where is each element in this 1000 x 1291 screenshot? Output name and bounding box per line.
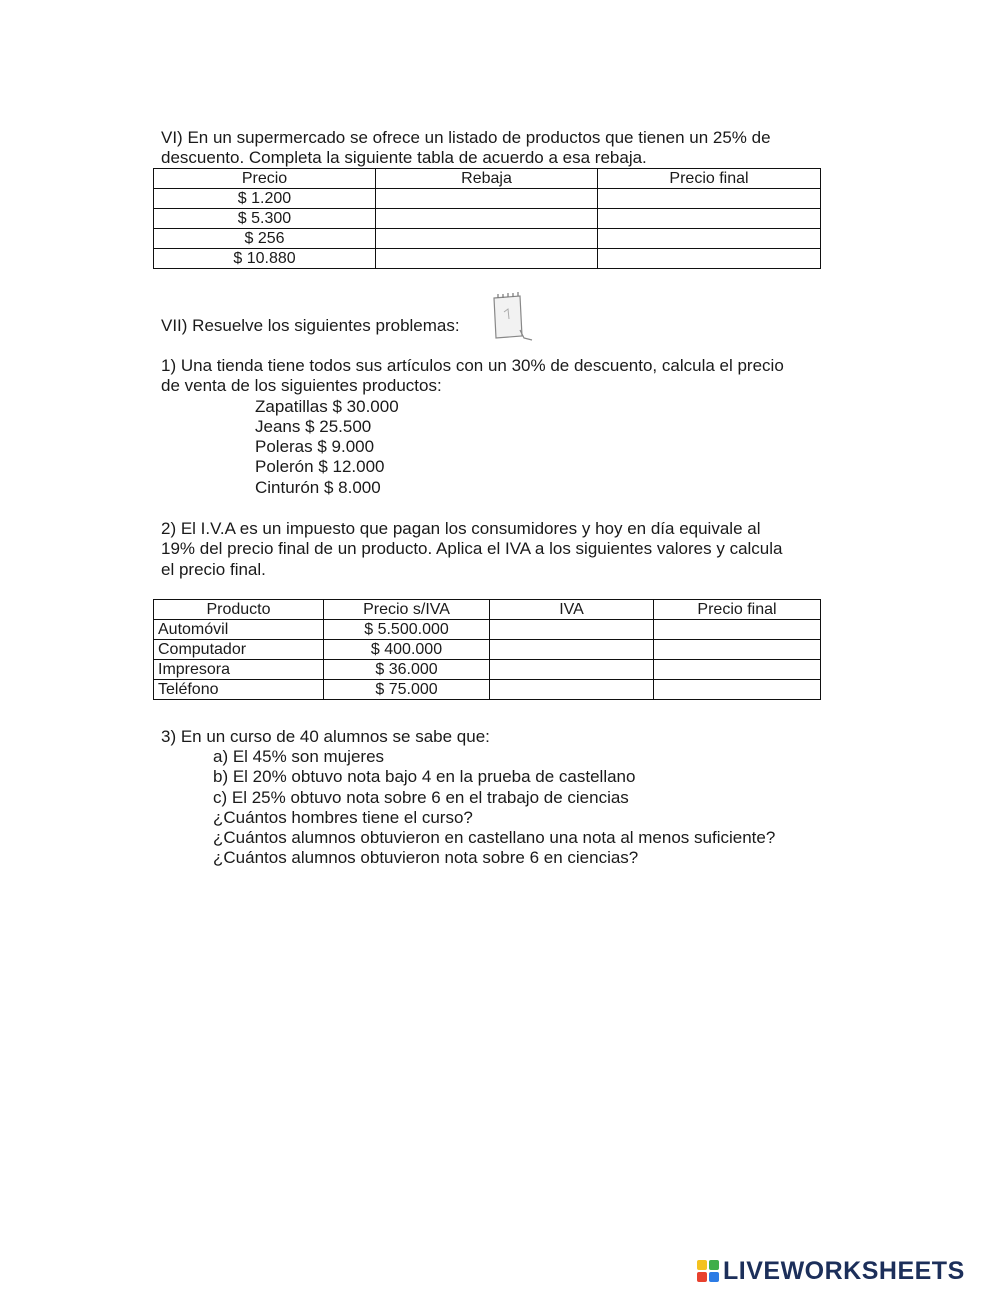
logo-grid-icon xyxy=(697,1260,719,1282)
header-precio-final: Precio final xyxy=(654,600,821,620)
table-row xyxy=(154,209,821,229)
final-price-cell[interactable] xyxy=(598,229,821,249)
header-precio: Precio xyxy=(154,169,376,189)
problem3-item: ¿Cuántos alumnos obtuvieron nota sobre 6 en ciencias? xyxy=(213,848,639,867)
logo-square xyxy=(709,1260,719,1270)
final-price-cell[interactable] xyxy=(598,189,821,209)
header-producto: Producto xyxy=(154,600,324,620)
iva-cell[interactable] xyxy=(490,620,654,640)
section6-intro-line2: descuento. Completa la siguiente tabla de acuerdo a esa rebaja. xyxy=(161,148,647,167)
problem1-line1: 1) Una tienda tiene todos sus artículos con un 30% de descuento, calcula el precio xyxy=(161,356,784,375)
rebaja-cell[interactable] xyxy=(376,189,598,209)
table-row xyxy=(154,229,821,249)
table-row xyxy=(154,189,821,209)
table-header-row xyxy=(154,600,821,620)
problem1-item: Zapatillas $ 30.000 xyxy=(255,397,399,416)
price-cell: $ 400.000 xyxy=(324,640,490,660)
section6-intro-line1: VI) En un supermercado se ofrece un listado de productos que tienen un 25% de xyxy=(161,128,771,147)
price-cell: $ 36.000 xyxy=(324,660,490,680)
iva-cell[interactable] xyxy=(490,640,654,660)
problem1-item: Poleras $ 9.000 xyxy=(255,437,375,456)
problem1-line2: de venta de los siguientes productos: xyxy=(161,376,442,395)
price-cell: $ 5.500.000 xyxy=(324,620,490,640)
problem3-item: a) El 45% son mujeres xyxy=(213,747,385,766)
problem1-item: Cinturón $ 8.000 xyxy=(255,478,381,497)
iva-cell[interactable] xyxy=(490,660,654,680)
final-price-cell[interactable] xyxy=(654,620,821,640)
rebaja-cell[interactable] xyxy=(376,229,598,249)
final-price-cell[interactable] xyxy=(598,249,821,269)
table-row xyxy=(154,620,821,640)
problem1-item: Polerón $ 12.000 xyxy=(255,457,385,476)
header-precio-final: Precio final xyxy=(598,169,821,189)
product-cell: Computador xyxy=(154,640,324,660)
rebaja-cell[interactable] xyxy=(376,209,598,229)
table-row xyxy=(154,660,821,680)
problem1-item: Jeans $ 25.500 xyxy=(255,417,372,436)
iva-cell[interactable] xyxy=(490,680,654,700)
notepad-icon xyxy=(484,290,534,344)
final-price-cell[interactable] xyxy=(654,680,821,700)
product-cell: Impresora xyxy=(154,660,324,680)
rebaja-cell[interactable] xyxy=(376,249,598,269)
liveworksheets-logo[interactable] xyxy=(697,1257,965,1285)
table-header-row xyxy=(154,169,821,189)
price-cell: $ 10.880 xyxy=(154,249,376,269)
problem3-item: b) El 20% obtuvo nota bajo 4 en la prueba de castellano xyxy=(213,767,636,786)
logo-square xyxy=(709,1272,719,1282)
logo-square xyxy=(697,1260,707,1270)
problem3-item: ¿Cuántos alumnos obtuvieron en castellano una nota al menos suficiente? xyxy=(213,828,776,847)
discount-table xyxy=(153,168,821,269)
problem3-intro: 3) En un curso de 40 alumnos se sabe que: xyxy=(161,727,490,746)
header-precio-siva: Precio s/IVA xyxy=(324,600,490,620)
final-price-cell[interactable] xyxy=(598,209,821,229)
iva-table xyxy=(153,599,821,700)
final-price-cell[interactable] xyxy=(654,660,821,680)
problem3-item: ¿Cuántos hombres tiene el curso? xyxy=(213,808,473,827)
problem2-line2: 19% del precio final de un producto. Aplica el IVA a los siguientes valores y calcula xyxy=(161,539,783,558)
final-price-cell[interactable] xyxy=(654,640,821,660)
price-cell: $ 5.300 xyxy=(154,209,376,229)
product-cell: Automóvil xyxy=(154,620,324,640)
logo-square xyxy=(697,1272,707,1282)
price-cell: $ 1.200 xyxy=(154,189,376,209)
table-row xyxy=(154,249,821,269)
problem2-line3: el precio final. xyxy=(161,560,266,579)
header-iva: IVA xyxy=(490,600,654,620)
price-cell: $ 75.000 xyxy=(324,680,490,700)
product-cell: Teléfono xyxy=(154,680,324,700)
brand-name: LIVEWORKSHEETS xyxy=(723,1256,965,1285)
price-cell: $ 256 xyxy=(154,229,376,249)
header-rebaja: Rebaja xyxy=(376,169,598,189)
problem2-line1: 2) El I.V.A es un impuesto que pagan los consumidores y hoy en día equivale al xyxy=(161,519,761,538)
section7-heading: VII) Resuelve los siguientes problemas: xyxy=(161,316,460,335)
problem3-item: c) El 25% obtuvo nota sobre 6 en el trabajo de ciencias xyxy=(213,788,629,807)
table-row xyxy=(154,640,821,660)
table-row xyxy=(154,680,821,700)
